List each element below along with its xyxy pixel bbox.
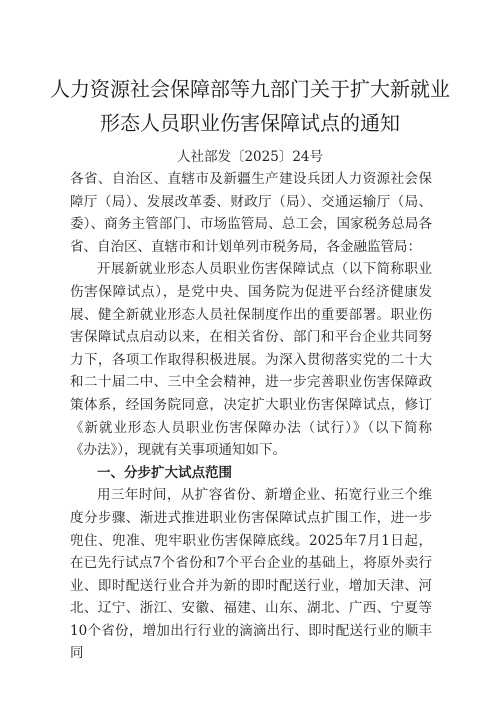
section-1-paragraph: 用三年时间，从扩容省份、新增企业、拓宽行业三个维度分步骤、渐进式推进职业伤害保障试点扩围工作，进一步兜住、兜准、兜牢职业伤害保障底线。2025年7月1日起，在已先行试点7个省份和7个平台企业的基础上，将原外卖行业、即时配送行业合并为新的即时配送行业，增加天津、河北、辽宁、浙江、安徽、福建、山东、湖北、广西、宁夏等10个省份，增加出行行业的滴滴出行、即时配送行业的顺丰同 <box>70 487 432 662</box>
intro-paragraph: 开展新就业形态人员职业伤害保障试点（以下简称职业伤害保障试点），是党中央、国务院为促进平台经济健康发展、健全新就业形态人员社保制度作出的重要部署。职业伤害保障试点启动以来，在相关省份、部门和平台企业共同努力下，各项工作取得积极进展。为深入贯彻落实党的二十大和二十届二中、三中全会精神，进一步完善职业伤害保障政策体系，经国务院同意，决定扩大职业伤害保障试点，修订《新就业形态人员职业伤害保障办法（试行）》（以下简称《办法》），现就有关事项通知如下。 <box>70 261 432 459</box>
document-body <box>70 168 432 665</box>
document-title-line-1: 人力资源社会保障部等九部门关于扩大新就业 <box>50 77 450 101</box>
document-title-line-2: 形态人员职业伤害保障试点的通知 <box>100 111 400 135</box>
recipients-paragraph: 各省、自治区、直辖市及新疆生产建设兵团人力资源社会保障厅（局）、发展改革委、财政厅（局）、交通运输厅（局、委）、商务主管部门、市场监管局、总工会，国家税务总局各省、自治区、直辖市和计划单列市税务局，各金融监管局： <box>70 171 432 255</box>
document-number: 人社部发〔2025〕24号 <box>176 149 324 165</box>
section-1-heading: 一、分步扩大试点范围 <box>97 464 232 481</box>
